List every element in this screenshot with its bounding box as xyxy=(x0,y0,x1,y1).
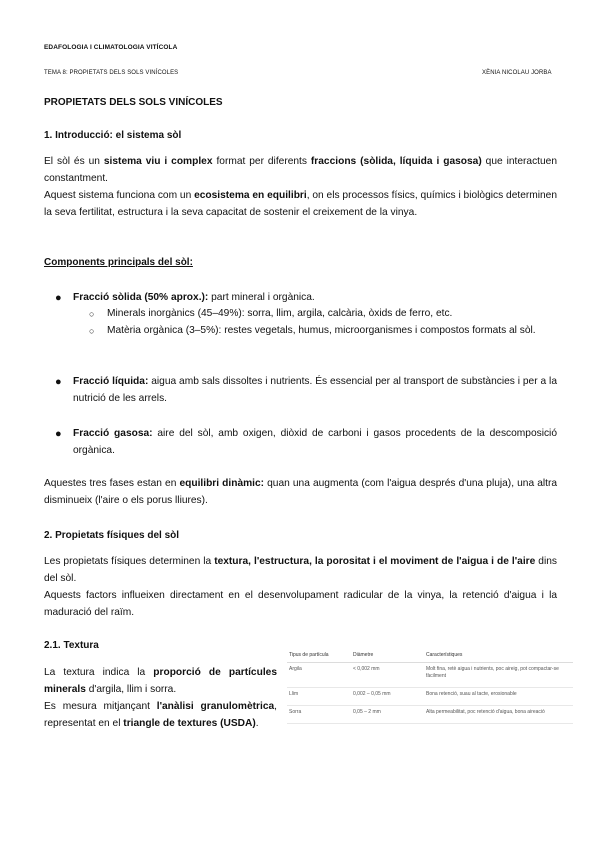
document-title: PROPIETATS DELS SOLS VINÍCOLES xyxy=(44,97,223,108)
text-run: , representat en el xyxy=(44,701,277,729)
text-run-bold: ecosistema en equilibri xyxy=(194,190,307,201)
bullet-dot-icon: ● xyxy=(55,428,62,440)
liquid-fraction-item xyxy=(73,374,557,407)
text-run: El sòl és un xyxy=(44,156,104,167)
text-run: La textura indica la xyxy=(44,667,154,678)
text-run: format per diferents xyxy=(212,156,311,167)
item-label: Fracció sòlida (50% aprox.): xyxy=(73,292,209,303)
table-cell: Llim xyxy=(287,688,351,706)
text-run-bold: equilibri dinàmic: xyxy=(179,478,265,489)
solid-fraction-item xyxy=(73,290,557,307)
table-cell: < 0,002 mm xyxy=(351,663,424,688)
text-run: Les propietats físiques determinen la xyxy=(44,556,215,567)
table-cell: Argila xyxy=(287,663,351,688)
table-cell: 0,002 – 0,05 mm xyxy=(351,688,424,706)
sub-bullet-circle-icon: ○ xyxy=(89,309,95,319)
text-run: que interactuen constantment. xyxy=(44,156,557,184)
section-2-1-heading: 2.1. Textura xyxy=(44,640,99,651)
text-run-bold: sistema viu i complex xyxy=(103,156,213,167)
table-cell: Molt fina, retè aigua i nutrients, poc aireig, pot compactar-se fàcilment xyxy=(424,663,573,688)
intro-paragraph-2 xyxy=(44,188,557,221)
item-text: part mineral i orgànica. xyxy=(208,292,315,303)
column-header: Característiques xyxy=(424,649,573,663)
text-run-bold: l'anàlisi granulomètrica xyxy=(156,701,275,712)
sub-bullet-circle-icon: ○ xyxy=(89,326,95,336)
table-cell: Alta permeabilitat, poc retenció d'aigua, bona aireació xyxy=(424,706,573,724)
topic-header: TEMA 8: PROPIETATS DELS SOLS VINÍCOLES xyxy=(44,70,179,76)
item-label: Fracció gasosa: xyxy=(73,428,153,439)
table-cell: 0,05 – 2 mm xyxy=(351,706,424,724)
table-row xyxy=(287,706,573,724)
text-run: Aquestes tres fases estan en xyxy=(44,478,180,489)
text-run-bold: proporció de partícules minerals xyxy=(44,667,277,695)
table-cell: Bona retenció, suau al tacte, erosionable xyxy=(424,688,573,706)
organic-matter-subitem: Matèria orgànica (3–5%): restes vegetals, humus, microorganismes i compostos formats al sòl. xyxy=(107,325,536,336)
components-heading: Components principals del sòl: xyxy=(44,257,193,268)
item-text: aire del sòl, amb oxigen, diòxid de carboni i gasos procedents de la descomposició orgànica. xyxy=(73,428,557,456)
texture-paragraph-2 xyxy=(44,699,277,732)
item-text: aigua amb sals dissoltes i nutrients. És essencial per al transport de substàncies i per a la nutrició de les arrels. xyxy=(73,376,557,404)
column-header: Tipus de partícula xyxy=(287,649,351,663)
column-header: Diàmetre xyxy=(351,649,424,663)
text-run-bold: fraccions (sòlida, líquida i gasosa) xyxy=(310,156,482,167)
minerals-subitem: Minerals inorgànics (45–49%): sorra, llim, argila, calcària, òxids de ferro, etc. xyxy=(107,308,453,319)
item-label: Fracció líquida: xyxy=(73,376,149,387)
bullet-dot-icon: ● xyxy=(55,376,62,388)
gas-fraction-item xyxy=(73,426,557,459)
section-2-heading: 2. Propietats físiques del sòl xyxy=(44,530,180,541)
intro-paragraph-1 xyxy=(44,154,557,187)
text-run: quan una augmenta (com l'aigua després d'una pluja), una altra disminueix (l'aire o els porus lliures). xyxy=(44,478,558,506)
text-run: Es mesura mitjançant xyxy=(44,701,157,712)
text-run-bold: triangle de textures (USDA) xyxy=(123,717,256,729)
author-header: XÈNIA NICOLAU JORBA xyxy=(482,70,552,76)
text-run: . xyxy=(255,717,259,729)
bullet-dot-icon: ● xyxy=(55,292,62,304)
equilibrium-paragraph xyxy=(44,476,557,509)
text-run: Aquest sistema funciona com un xyxy=(44,190,195,201)
physical-properties-paragraph-2: Aquests factors influeixen directament en el desenvolupament radicular de la vinya, la retenció d'aigua i la maduració del raïm. xyxy=(44,590,557,618)
table-cell: Sorra xyxy=(287,706,351,724)
text-run-bold: textura, l'estructura, la porositat i el moviment de l'aigua i de l'aire xyxy=(214,556,536,567)
texture-paragraph-1 xyxy=(44,665,277,698)
texture-table xyxy=(287,649,573,724)
physical-properties-paragraph-1 xyxy=(44,554,557,587)
text-run: dins del sòl. xyxy=(44,556,557,584)
course-header: EDAFOLOGIA I CLIMATOLOGIA VITÍCOLA xyxy=(44,44,178,51)
table-row xyxy=(287,688,573,706)
table-header-row xyxy=(287,649,573,663)
section-1-heading: 1. Introducció: el sistema sòl xyxy=(44,130,182,141)
text-run: , on els processos físics, químics i biològics determinen la seva fertilitat, estructura i la seva capacitat de sostenir el creixement de la vinya. xyxy=(44,190,557,218)
text-run: d'argila, llim i sorra. xyxy=(85,683,177,695)
table-row xyxy=(287,663,573,688)
